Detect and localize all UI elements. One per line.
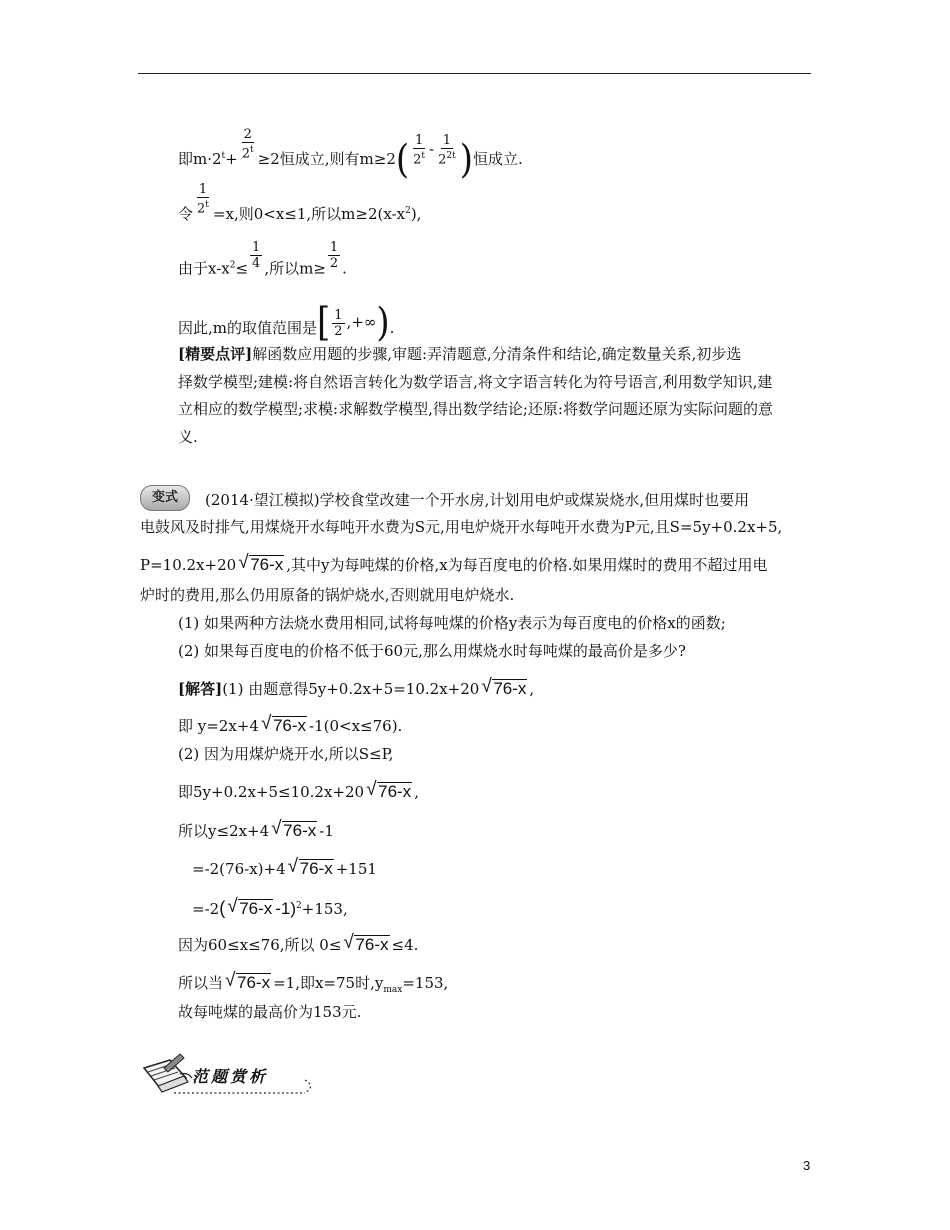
answer-line-10: 故每吨煤的最高价为153元. [178,1003,362,1021]
fraction: $\frac{1}{2^{2t}}$ [438,133,456,168]
sqrt-expression: √ 76-x [225,973,271,993]
variant-badge: 变式 [140,485,190,511]
variant-line-3: P=10.2x+20√ 76-x ,其中y为每吨煤的价格,x为每百度电的价格.如果用煤时的费用不超过用电 [140,555,768,575]
sqrt-expression: √ 76-x [271,821,317,841]
fraction: $\frac{1}{2^t}$ [197,182,209,217]
sqrt-expression: √ 76-x [343,935,389,955]
derivation-line-1: 即$m\cdot 2^t+$ $\frac{2}{2^t}$ ≥2恒成立,则有m≥2( $\frac{1}{2^t}$ - $\frac{1}{2^{2t}}$ )恒成立. [178,127,523,184]
answer-line-7: =-2(√ 76-x -1)$^2$+153, [192,896,348,919]
sqrt-expression: √ 76-x [238,555,284,575]
answer-label: [解答] [178,680,223,698]
answer-line-6: =-2(76-x)+4√ 76-x +151 [192,859,377,879]
sqrt-expression: √ 76-x [366,782,412,802]
answer-line-1: [解答](1) 由题意得5y+0.2x+5=10.2x+20√ 76-x , [178,679,534,699]
answer-line-4: 即5y+0.2x+5≤10.2x+20√ 76-x , [178,782,419,802]
fraction: $\frac{1}{2}$ [329,240,339,271]
fraction: $\frac{1}{2^t}$ [413,133,426,168]
sqrt-expression: √ 76-x [227,899,273,919]
answer-line-5: 所以y≤2x+4√ 76-x -1 [178,821,334,841]
page-number: 3 [803,1158,811,1173]
variant-line-4: 炉时的费用,那么仍用原备的锅炉烧水,否则就用电炉烧水. [140,586,515,604]
sqrt-expression: √ 76-x [288,859,334,879]
variant-line-1: (2014·望江模拟)学校食堂改建一个开水房,计划用电炉或煤炭烧水,但用煤时也要用 [205,491,750,509]
answer-line-8: 因为60≤x≤76,所以 0≤√ 76-x ≤4. [178,935,418,955]
section-title: 范题赏析 [192,1067,269,1086]
fraction: $\frac{1}{2}$ [334,307,343,339]
derivation-line-4: 因此,m的取值范围是[ $\frac{1}{2}$ ,+∞). [178,300,395,346]
question-2: (2) 如果每百度电的价格不低于60元,那么用煤烧水时每吨煤的最高价是多少? [178,642,686,660]
comment-label: [精要点评] [178,345,253,363]
sqrt-expression: √ 76-x [481,679,527,699]
comment-line-2: 择数学模型;建模:将自然语言转化为数学语言,将文字语言转化为符号语言,利用数学知识,建 [178,373,773,391]
question-1: (1) 如果两种方法烧水费用相同,试将每吨煤的价格y表示为每百度电的价格x的函数; [178,614,726,632]
fraction: $\frac{2}{2^t}$ [241,127,254,162]
header-rule [138,73,811,74]
variant-line-2: 电鼓风及时排气,用煤烧开水每吨开水费为S元,用电炉烧开水每吨开水费为P元,且S=5y+0.2x+5, [140,518,783,536]
answer-line-2: 即 y=2x+4√ 76-x -1(0<x≤76). [178,716,402,736]
fraction: $\frac{1}{4}$ [252,240,261,271]
derivation-line-2: 令 $\frac{1}{2^t}$ =x,则0<x≤1,所以$m\ge 2(x-x^2)$, [178,182,422,224]
comment-line-4: 义. [178,428,198,446]
derivation-line-3: 由于$x-x^2\le$ $\frac{1}{4}$ ,所以m≥ $\frac{1}{2}$ . [178,240,347,278]
sqrt-expression: √ 76-x [261,716,307,736]
comment-line-3: 立相应的数学模型;求模:求解数学模型,得出数学结论;还原:将数学问题还原为实际问题的意 [178,400,773,418]
answer-line-9: 所以当√ 76-x =1,即x=75时$,y_{max}=153$, [178,973,448,1000]
comment-line-1: [精要点评]解函数应用题的步骤,审题:弄清题意,分清条件和结论,确定数量关系,初步选 [178,345,742,363]
answer-line-3: (2) 因为用煤炉烧开水,所以S≤P, [178,745,394,763]
